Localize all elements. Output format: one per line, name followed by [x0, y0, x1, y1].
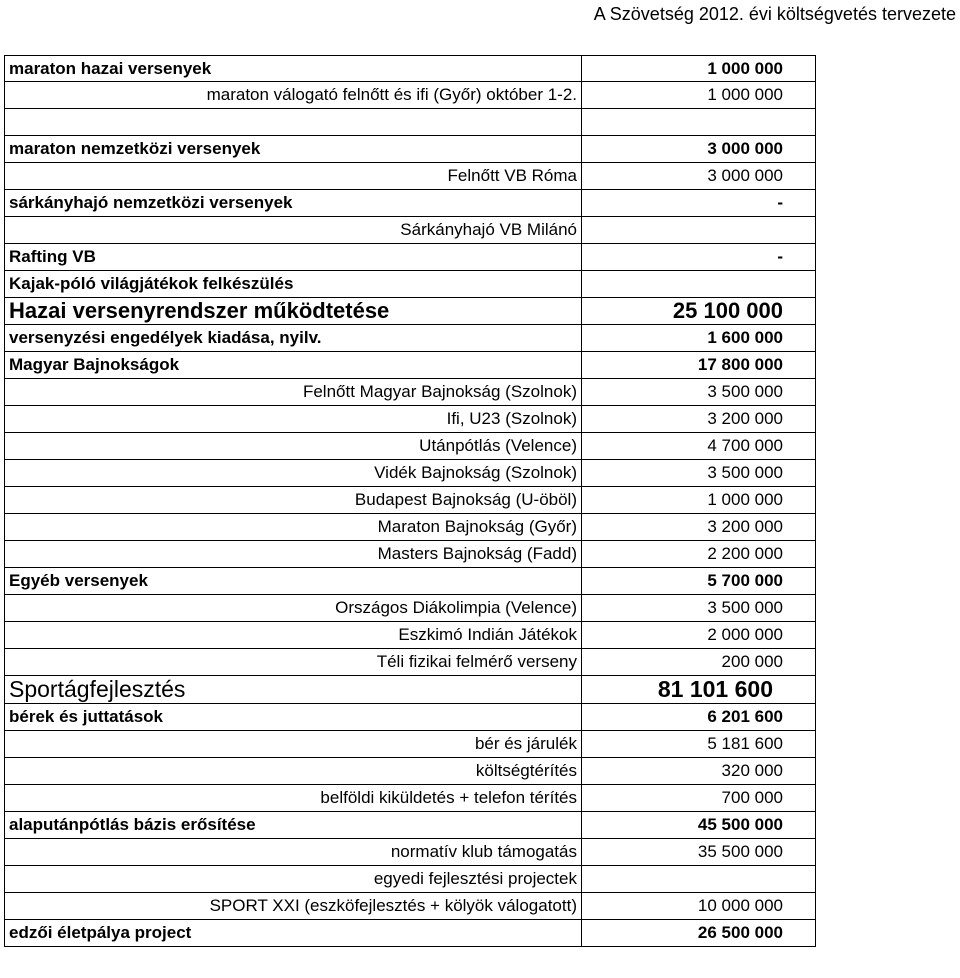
- table-row: [4, 622, 816, 649]
- row-label: Eszkimó Indián Játékok: [4, 622, 582, 648]
- row-amount: 3 200 000: [582, 406, 816, 432]
- row-amount: 200 000: [582, 649, 816, 675]
- row-amount: 1 600 000: [582, 325, 816, 351]
- row-amount: 3 000 000: [582, 136, 816, 162]
- table-row: [4, 352, 816, 379]
- budget-table: [4, 55, 816, 947]
- table-row: [4, 731, 816, 758]
- table-row: [4, 487, 816, 514]
- table-gap-row: [4, 109, 816, 136]
- row-amount: 3 500 000: [582, 379, 816, 405]
- table-row: [4, 676, 816, 704]
- table-row: [4, 893, 816, 920]
- row-label: Maraton Bajnokság (Győr): [4, 514, 582, 540]
- row-amount: 45 500 000: [582, 812, 816, 838]
- row-label: Rafting VB: [4, 244, 582, 270]
- row-label: bérek és juttatások: [4, 704, 582, 730]
- row-label: Sárkányhajó VB Milánó: [4, 217, 582, 243]
- row-label: Felnőtt VB Róma: [4, 163, 582, 189]
- row-label: Budapest Bajnokság (U-öböl): [4, 487, 582, 513]
- table-row: [4, 163, 816, 190]
- row-label: Vidék Bajnokság (Szolnok): [4, 460, 582, 486]
- row-label: versenyzési engedélyek kiadása, nyilv.: [4, 325, 582, 351]
- row-amount: 3 500 000: [582, 460, 816, 486]
- row-label: edzői életpálya project: [4, 920, 582, 946]
- row-label: Hazai versenyrendszer működtetése: [4, 298, 582, 324]
- table-row: [4, 271, 816, 298]
- row-label: normatív klub támogatás: [4, 839, 582, 865]
- row-label: maraton hazai versenyek: [4, 56, 582, 81]
- table-row: [4, 758, 816, 785]
- row-amount: [582, 271, 816, 297]
- row-label: Országos Diákolimpia (Velence): [4, 595, 582, 621]
- row-amount: 26 500 000: [582, 920, 816, 946]
- table-row: [4, 55, 816, 82]
- row-amount: -: [582, 190, 816, 216]
- row-amount: 17 800 000: [582, 352, 816, 378]
- table-row: [4, 298, 816, 325]
- row-label: sárkányhajó nemzetközi versenyek: [4, 190, 582, 216]
- table-row: [4, 433, 816, 460]
- row-label: Magyar Bajnokságok: [4, 352, 582, 378]
- row-label: maraton válogató felnőtt és ifi (Győr) október 1-2.: [4, 82, 582, 108]
- table-row: [4, 136, 816, 163]
- table-row: [4, 920, 816, 947]
- row-label: belföldi kiküldetés + telefon térítés: [4, 785, 582, 811]
- row-label: maraton nemzetközi versenyek: [4, 136, 582, 162]
- table-row: [4, 379, 816, 406]
- row-amount: 5 700 000: [582, 568, 816, 594]
- row-label: Sportágfejlesztés: [4, 676, 582, 703]
- table-row: [4, 785, 816, 812]
- table-row: [4, 866, 816, 893]
- row-amount: 320 000: [582, 758, 816, 784]
- row-amount: [582, 866, 816, 892]
- row-amount: 1 000 000: [582, 487, 816, 513]
- row-label: Kajak-póló világjátékok felkészülés: [4, 271, 582, 297]
- row-amount: 10 000 000: [582, 893, 816, 919]
- row-amount: [582, 109, 816, 135]
- table-row: [4, 325, 816, 352]
- row-amount: [582, 217, 816, 243]
- row-label: alaputánpótlás bázis erősítése: [4, 812, 582, 838]
- page-title: A Szövetség 2012. évi költségvetés tervezete: [593, 4, 956, 24]
- table-row: [4, 82, 816, 109]
- table-row: [4, 514, 816, 541]
- table-row: [4, 704, 816, 731]
- table-row: [4, 244, 816, 271]
- row-label: Felnőtt Magyar Bajnokság (Szolnok): [4, 379, 582, 405]
- table-row: [4, 595, 816, 622]
- row-amount: 2 000 000: [582, 622, 816, 648]
- row-amount: 5 181 600: [582, 731, 816, 757]
- row-label: költségtérítés: [4, 758, 582, 784]
- row-amount: 35 500 000: [582, 839, 816, 865]
- table-row: [4, 649, 816, 676]
- row-amount: 2 200 000: [582, 541, 816, 567]
- table-row: [4, 190, 816, 217]
- row-amount: 81 101 600: [582, 676, 816, 703]
- row-amount: -: [582, 244, 816, 270]
- table-row: [4, 839, 816, 866]
- row-label: SPORT XXI (eszköfejlesztés + kölyök válogatott): [4, 893, 582, 919]
- row-amount: 25 100 000: [582, 298, 816, 324]
- row-amount: 4 700 000: [582, 433, 816, 459]
- table-row: [4, 460, 816, 487]
- row-amount: 1 000 000: [582, 56, 816, 81]
- row-label: Masters Bajnokság (Fadd): [4, 541, 582, 567]
- row-label: Téli fizikai felmérő verseny: [4, 649, 582, 675]
- table-row: [4, 568, 816, 595]
- row-amount: 3 500 000: [582, 595, 816, 621]
- row-label: egyedi fejlesztési projectek: [4, 866, 582, 892]
- table-row: [4, 812, 816, 839]
- row-amount: 3 200 000: [582, 514, 816, 540]
- row-amount: 700 000: [582, 785, 816, 811]
- row-amount: 1 000 000: [582, 82, 816, 108]
- row-label: Utánpótlás (Velence): [4, 433, 582, 459]
- row-label: Egyéb versenyek: [4, 568, 582, 594]
- row-label: Ifi, U23 (Szolnok): [4, 406, 582, 432]
- row-label: bér és járulék: [4, 731, 582, 757]
- row-label: [4, 109, 582, 135]
- table-row: [4, 406, 816, 433]
- row-amount: 6 201 600: [582, 704, 816, 730]
- table-row: [4, 541, 816, 568]
- table-row: [4, 217, 816, 244]
- row-amount: 3 000 000: [582, 163, 816, 189]
